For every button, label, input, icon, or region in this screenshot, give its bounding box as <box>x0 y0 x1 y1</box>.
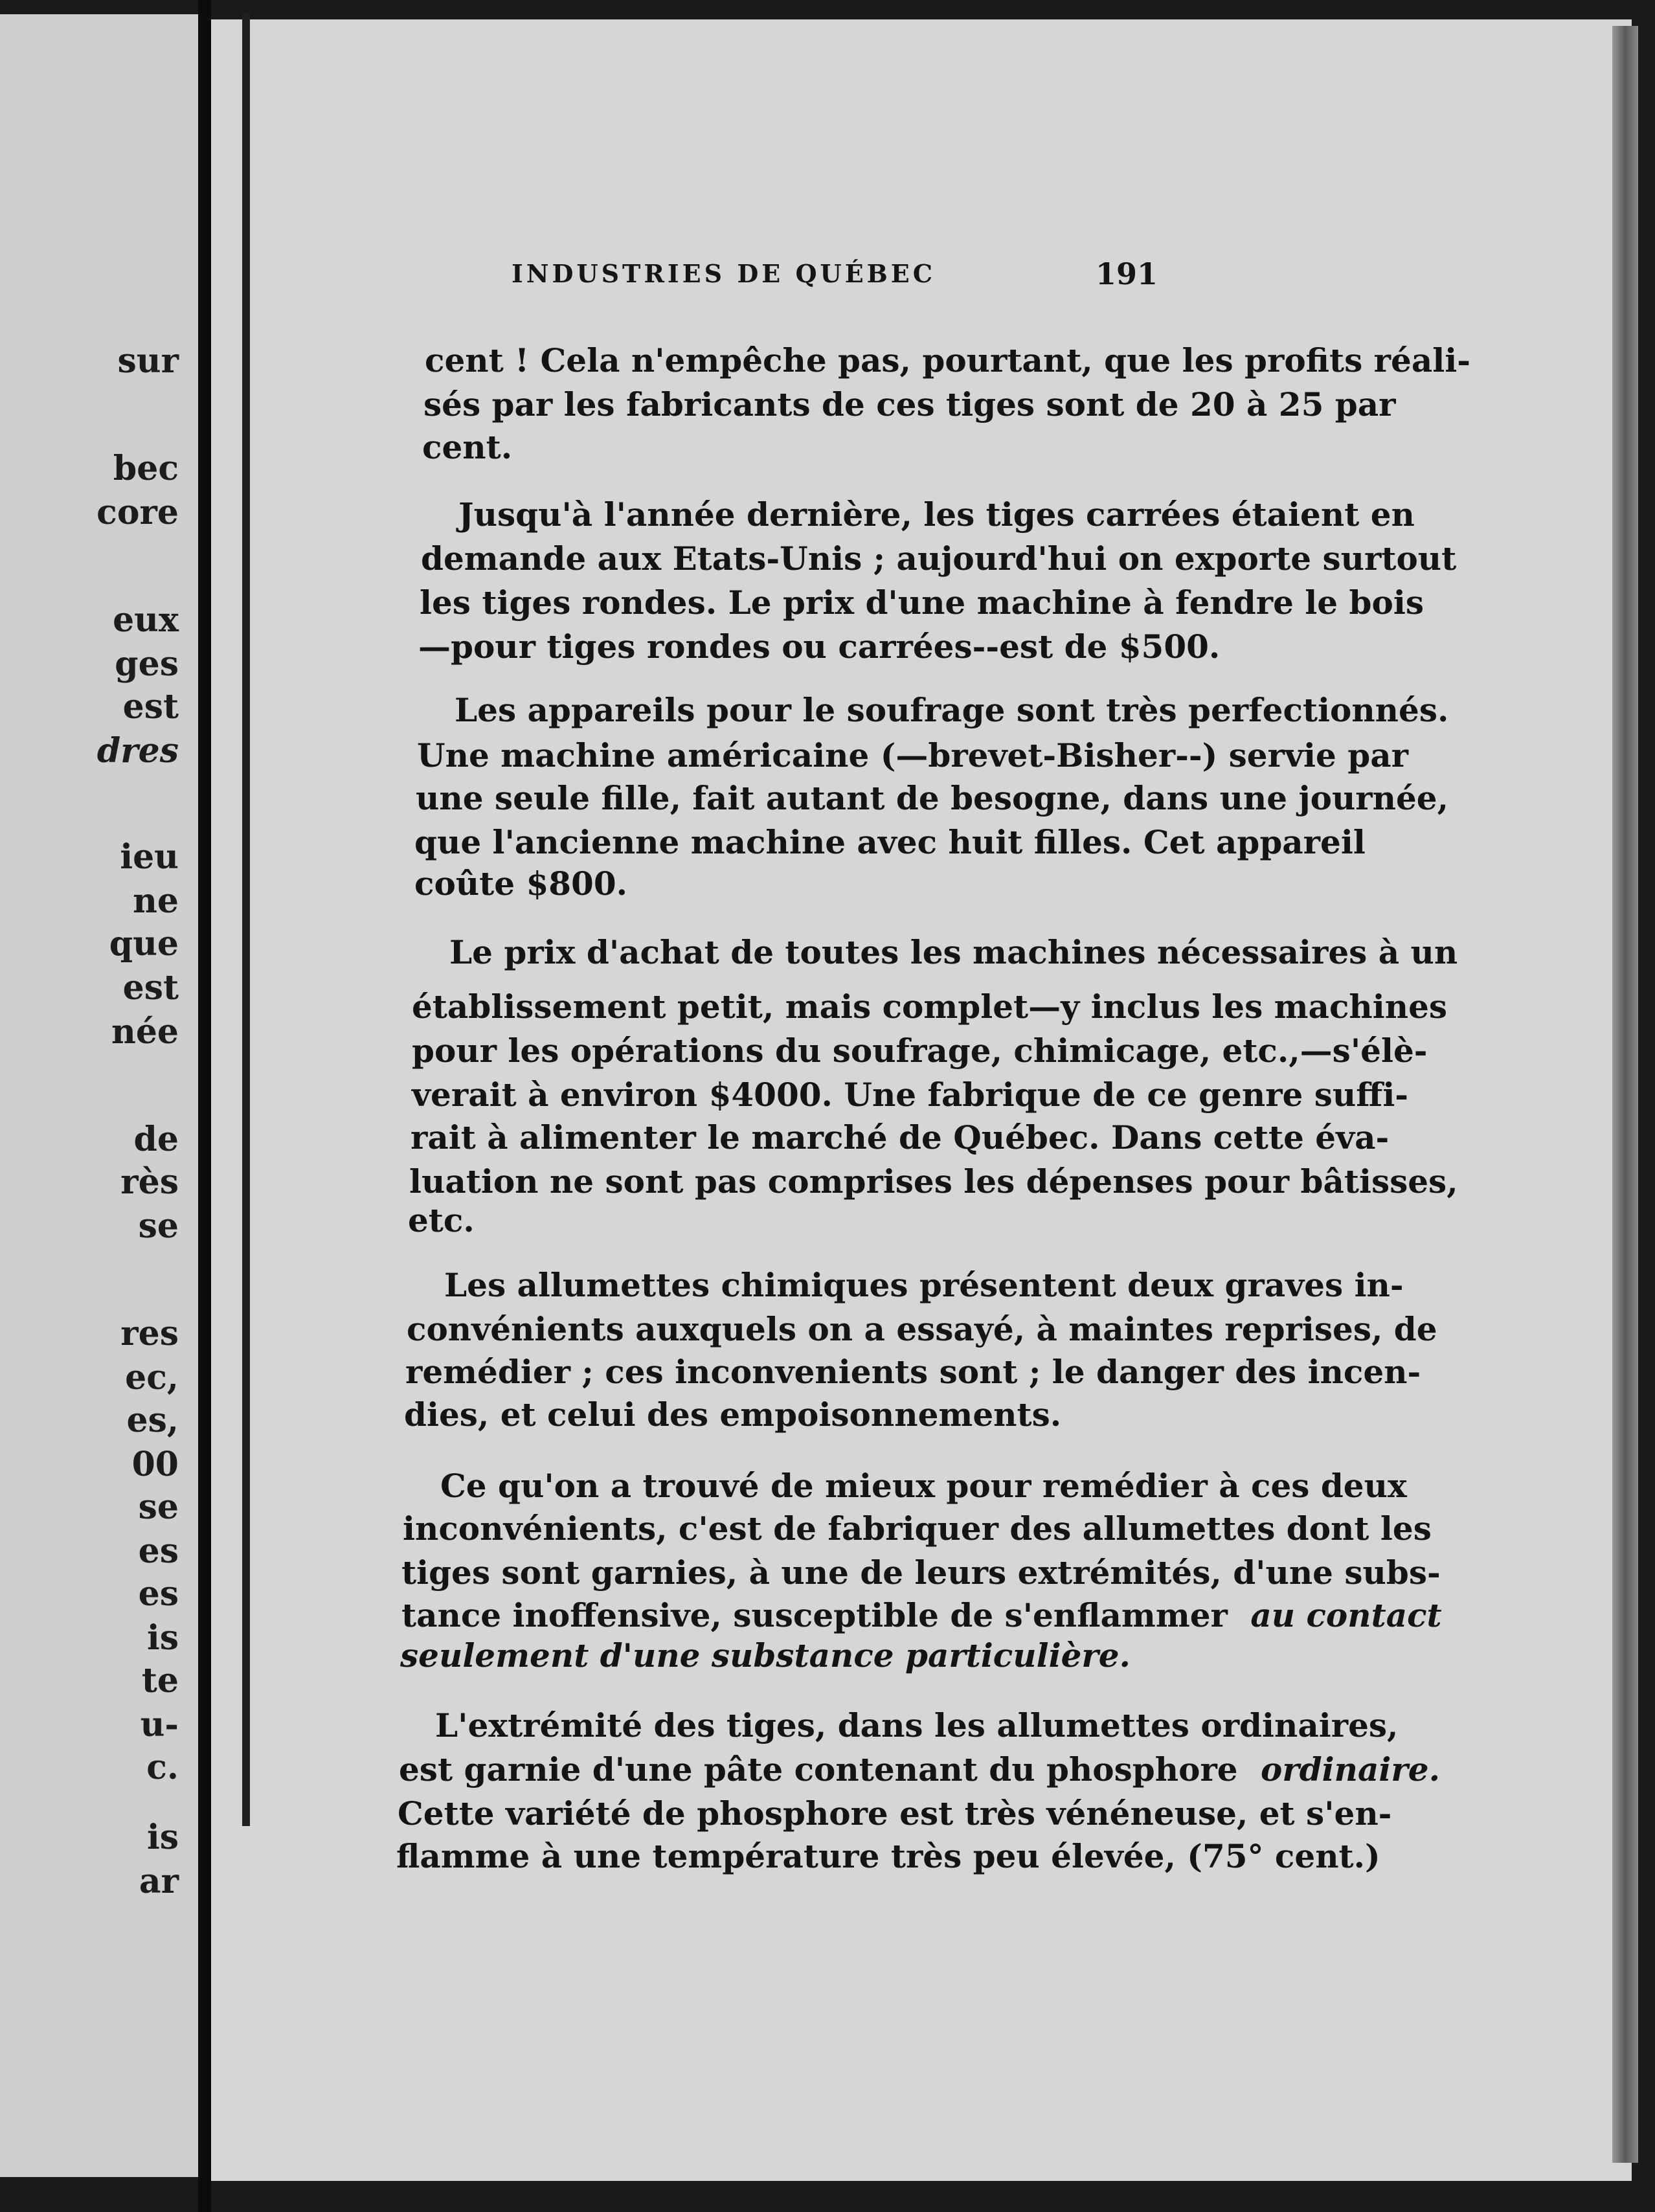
left-page-fragment: is <box>146 1618 179 1658</box>
left-page-fragment: ar <box>139 1862 179 1901</box>
text-line: demande aux Etats-Unis ; aujourd'hui on exporte surtout <box>421 539 1457 578</box>
text-line: L'extrémité des tiges, dans les allumettes ordinaires, <box>435 1706 1399 1744</box>
page-number: 191 <box>1096 256 1158 291</box>
italic-text: ordinaire. <box>1261 1750 1440 1789</box>
page-edge-stack <box>1612 26 1638 2163</box>
text-line: coûte $800. <box>414 864 628 903</box>
left-page-fragment: se <box>138 1487 179 1527</box>
text-line: Cette variété de phosphore est très vénéneuse, et s'en- <box>398 1794 1392 1833</box>
left-page-fragment: es, <box>126 1401 179 1440</box>
left-page-fragment: est <box>122 968 179 1008</box>
text-line: cent. <box>422 428 513 466</box>
text-segment: tance inoffensive, susceptible de s'enflammer <box>401 1596 1228 1634</box>
gutter-shadow-line <box>242 13 250 1826</box>
text-line: sés par les fabricants de ces tiges sont de 20 à 25 par <box>423 385 1396 423</box>
text-line: convénients auxquels on a essayé, à maintes reprises, de <box>407 1310 1437 1348</box>
left-page-fragment: u- <box>140 1705 179 1744</box>
left-page-fragment: c. <box>146 1748 179 1787</box>
left-page-fragment: is <box>146 1818 179 1857</box>
left-page-fragment: es <box>138 1531 179 1571</box>
book-gutter <box>198 0 211 2212</box>
left-page-fragment: ieu <box>120 837 179 877</box>
text-line: Ce qu'on a trouvé de mieux pour remédier à ces deux <box>440 1467 1407 1505</box>
text-line: flamme à une température très peu élevée, (75° cent.) <box>396 1837 1380 1875</box>
text-line: luation ne sont pas comprises les dépenses pour bâtisses, <box>409 1162 1458 1201</box>
text-line: Jusqu'à l'année dernière, les tiges carrées étaient en <box>458 495 1415 534</box>
italic-text: au contact <box>1250 1596 1442 1634</box>
text-line: etc. <box>408 1201 475 1239</box>
text-segment: est garnie d'une pâte contenant du phosphore <box>399 1750 1238 1789</box>
text-line: Une machine américaine (—brevet-Bisher--) servie par <box>417 736 1408 774</box>
left-page-fragment: te <box>141 1661 179 1700</box>
text-line <box>399 1750 1440 1789</box>
text-line: Le prix d'achat de toutes les machines nécessaires à un <box>449 933 1458 971</box>
left-page-fragment: core <box>96 493 179 532</box>
left-page-fragment: que <box>109 924 179 964</box>
left-page-fragment: bec <box>113 449 179 488</box>
text-line: Les appareils pour le soufrage sont très perfectionnés. <box>455 691 1449 729</box>
left-page-fragment: sur <box>117 341 179 381</box>
running-head: INDUSTRIES DE QUÉBEC <box>512 259 936 288</box>
left-page-fragment: res <box>120 1314 179 1353</box>
text-line: pour les opérations du soufrage, chimicage, etc.,—s'élè- <box>412 1032 1428 1070</box>
left-page-fragment: se <box>138 1206 179 1246</box>
text-line: —pour tiges rondes ou carrées--est de $500. <box>418 627 1221 666</box>
left-page-fragment: rès <box>120 1162 179 1202</box>
text-line: dies, et celui des empoisonnements. <box>404 1395 1062 1434</box>
text-line: tiges sont garnies, à une de leurs extrémités, d'une subs- <box>401 1553 1441 1592</box>
left-page-fragment: dres <box>96 731 179 771</box>
left-page-fragment: ec, <box>125 1358 179 1397</box>
text-line: remédier ; ces inconvenients sont ; le danger des incen- <box>405 1353 1421 1391</box>
left-page-fragment: de <box>133 1120 179 1159</box>
left-page-fragment: 00 <box>131 1445 179 1484</box>
left-page-fragment: est <box>122 687 179 727</box>
left-page-fragment: ne <box>133 881 179 921</box>
text-line: rait à alimenter le marché de Québec. Dans cette éva- <box>411 1118 1390 1157</box>
text-line: cent ! Cela n'empêche pas, pourtant, que les profits réali- <box>425 341 1470 379</box>
text-line: une seule fille, fait autant de besogne, dans une journée, <box>416 779 1449 817</box>
italic-text: seulement d'une substance particulière. <box>400 1636 1131 1675</box>
text-line: les tiges rondes. Le prix d'une machine à fendre le bois <box>420 583 1424 622</box>
text-line <box>401 1596 1442 1634</box>
left-page-fragment: ges <box>115 644 179 684</box>
left-page <box>0 14 198 2177</box>
left-page-fragment: eux <box>113 600 179 640</box>
text-line: Les allumettes chimiques présentent deux graves in- <box>444 1266 1404 1304</box>
text-line: établissement petit, mais complet—y inclus les machines <box>412 988 1448 1026</box>
left-page-fragment: es <box>138 1574 179 1614</box>
text-line: inconvénients, c'est de fabriquer des allumettes dont les <box>403 1509 1432 1548</box>
left-page-fragment: née <box>111 1012 179 1052</box>
text-line <box>400 1636 1131 1675</box>
text-line: verait à environ $4000. Une fabrique de ce genre suffi- <box>412 1076 1409 1114</box>
text-line: que l'ancienne machine avec huit filles. Cet appareil <box>414 823 1366 861</box>
